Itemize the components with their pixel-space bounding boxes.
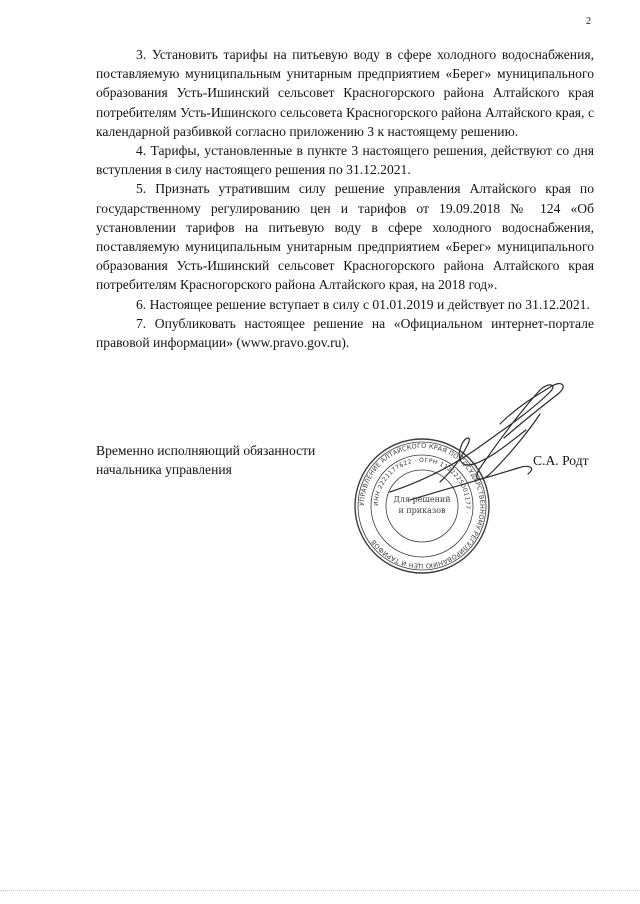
- signatory-position: [96, 441, 315, 479]
- position-line-1: Временно исполняющий обязанности: [96, 443, 316, 458]
- stamp-center-line-1: Для решений: [393, 495, 451, 504]
- paragraph-item-7: 7. Опубликовать настоящее решение на «Официальном интернет-портале правовой информации» (www.pravo.gov.ru).: [96, 315, 594, 351]
- document-body: [96, 45, 594, 352]
- page-number: 2: [586, 16, 591, 27]
- stamp-inner-text: ИНН 2221177622 · ОГРН 1122225001177 ·: [372, 456, 472, 515]
- position-line-2: начальника управления: [96, 462, 232, 478]
- paragraph-item-3: 3. Установить тарифы на питьевую воду в сфере холодного водоснабжения, поставляемую муниципальным унитарным предприятием «Берег» муниципального образования Усть-Ишинский сельсовет Красногорского района Алтайского края потребителям Усть-Ишинского сельсовета Красногорского района Алтайского края, с календарной разбивкой согласно приложению 3 к настоящему решению.: [96, 47, 594, 139]
- paragraph-item-5: 5. Признать утратившим силу решение управления Алтайского края по государственному регулированию цен и тарифов от 19.09.2018 № 124 «Об установлении тарифов на питьевую воду в сфере холодного водоснабжения, поставляемую муниципальным унитарным предприятием «Берег» муниципального образования Усть-Ишинский сельсовет Красногорского района Алтайского края потребителям Красногорского района Алтайского края, на 2018 год».: [96, 181, 594, 293]
- stamp-center-line-2: и приказов: [398, 506, 446, 515]
- paragraph-item-6: 6. Настоящее решение вступает в силу с 01.01.2019 и действует по 31.12.2021.: [136, 296, 590, 312]
- paragraph-item-4: 4. Тарифы, установленные в пункте 3 настоящего решения, действуют со дня вступления в силу настоящего решения по 31.12.2021.: [96, 143, 594, 178]
- stamp-outer-text: УПРАВЛЕНИЕ АЛТАЙСКОГО КРАЯ ПО ГОСУДАРСТВЕННОМУ РЕГУЛИРОВАНИЮ ЦЕН И ТАРИФОВ: [357, 441, 487, 571]
- handwritten-signature-icon: [380, 372, 580, 522]
- page-bottom-border: [0, 890, 640, 891]
- signatory-name: С.А. Родт: [533, 453, 589, 468]
